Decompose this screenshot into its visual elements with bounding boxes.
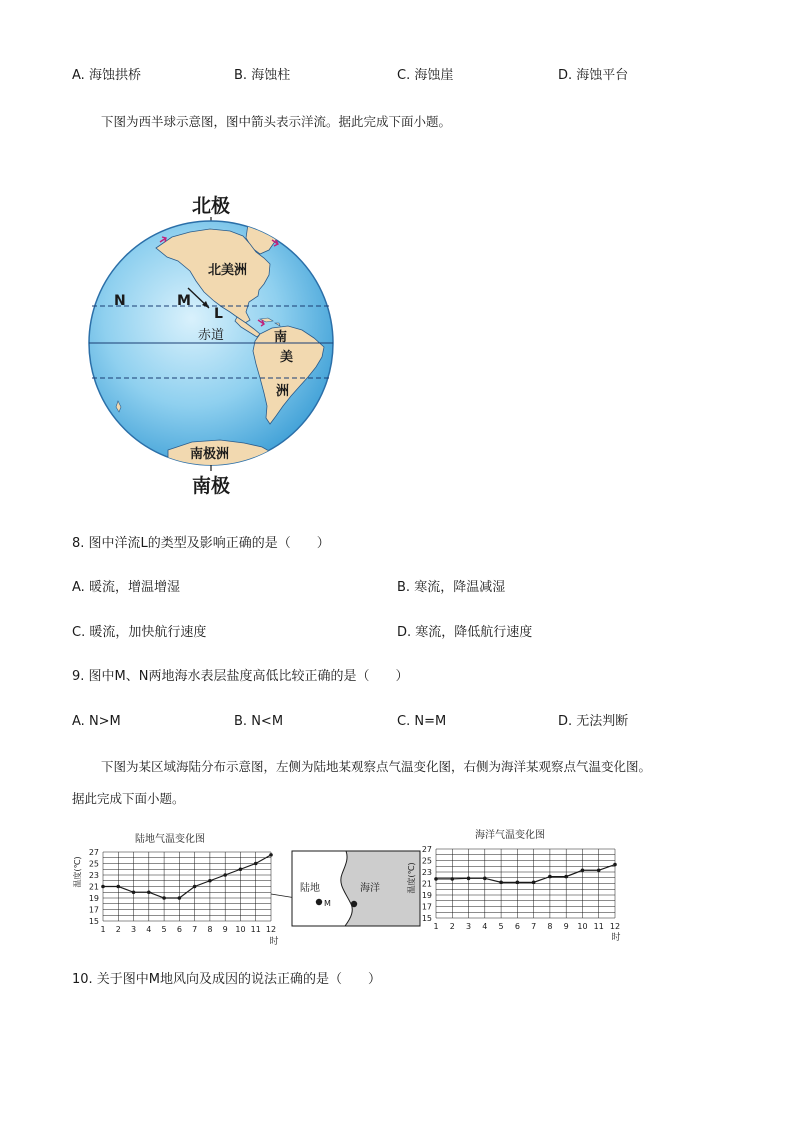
land-data-point bbox=[254, 862, 258, 866]
land-xtick-label: 9 bbox=[222, 925, 228, 934]
q7-option-b-text: 海蚀柱 bbox=[251, 68, 291, 83]
temperature-figure bbox=[68, 822, 630, 950]
sea-xtick-label: 7 bbox=[531, 922, 537, 931]
sea-xtick-label: 1 bbox=[433, 922, 439, 931]
land-data-point bbox=[101, 885, 105, 889]
south-america-label-3: 洲 bbox=[276, 384, 290, 399]
land-sea-map bbox=[292, 851, 420, 926]
antarctica-label: 南极洲 bbox=[190, 447, 230, 462]
sea-chart-ylabel: 温度(℃) bbox=[407, 862, 416, 894]
land-xtick-label: 2 bbox=[115, 925, 121, 934]
land-data-point bbox=[147, 890, 151, 894]
sea-ytick-label: 25 bbox=[421, 856, 432, 866]
south-america-label-2: 美 bbox=[280, 350, 294, 365]
land-series-line bbox=[103, 855, 271, 898]
q9-option-c: C. N=M bbox=[397, 714, 447, 729]
q8-stem: 8. 图中洋流L的类型及影响正确的是（ ） bbox=[72, 536, 330, 551]
land-xtick-label: 7 bbox=[192, 925, 198, 934]
land-data-point bbox=[132, 890, 136, 894]
land-chart-ylabel: 温度(℃) bbox=[73, 856, 82, 888]
western-hemisphere-map bbox=[80, 188, 350, 500]
land-data-point bbox=[178, 896, 182, 900]
sea-xtick-label: 9 bbox=[563, 922, 569, 931]
land-ytick-label: 25 bbox=[88, 859, 99, 869]
sea-ytick-label: 27 bbox=[421, 845, 432, 854]
q7-option-a-text: 海蚀拱桥 bbox=[88, 68, 141, 83]
north-america-label: 北美洲 bbox=[208, 263, 248, 278]
sea-ytick-label: 19 bbox=[421, 891, 432, 900]
q8-option-a: A. 暖流，增温增湿 bbox=[72, 580, 180, 595]
land-xtick-label: 6 bbox=[176, 925, 182, 934]
sea-chart-title: 海洋气温变化图 bbox=[475, 830, 545, 841]
intro-land-sea-line2: 据此完成下面小题。 bbox=[72, 791, 185, 806]
sea-xtick-label: 3 bbox=[465, 922, 472, 931]
land-xtick-label: 8 bbox=[207, 925, 213, 934]
land-data-point bbox=[208, 879, 212, 883]
sea-ytick-label: 15 bbox=[421, 914, 432, 923]
land-data-point bbox=[269, 853, 273, 857]
sea-data-point bbox=[564, 875, 568, 879]
land-xtick-label: 4 bbox=[146, 925, 152, 934]
sea-data-point bbox=[450, 877, 454, 881]
land-data-point bbox=[116, 885, 120, 889]
land-temperature-chart bbox=[72, 832, 279, 947]
north-pole-label: 北极 bbox=[191, 195, 231, 217]
sea-series-line bbox=[436, 865, 615, 883]
land-chart-xlabel: 时 bbox=[269, 937, 279, 947]
sea-data-point bbox=[434, 877, 438, 881]
map-point-sea bbox=[351, 901, 357, 907]
sea-data-point bbox=[467, 877, 471, 881]
sea-xtick-label: 8 bbox=[547, 922, 553, 931]
sea-data-point bbox=[597, 868, 601, 872]
sea-ytick-label: 23 bbox=[421, 868, 432, 877]
sea-ytick-label: 21 bbox=[421, 879, 432, 889]
sea-data-point bbox=[613, 863, 617, 867]
sea-data-point bbox=[516, 881, 520, 885]
q7-option-d: D. 海蚀平台 bbox=[558, 68, 629, 83]
land-data-point bbox=[193, 885, 197, 889]
q9-option-d: D. 无法判断 bbox=[558, 714, 629, 729]
equator-label: 赤道 bbox=[198, 328, 225, 343]
sea-xtick-label: 5 bbox=[498, 922, 504, 931]
intro-land-sea-line1: 下图为某区域海陆分布示意图，左侧为陆地某观察点气温变化图，右侧为海洋某观察点气温变化图。 bbox=[101, 759, 652, 774]
land-data-point bbox=[223, 873, 227, 877]
q8-option-b: B. 寒流，降温减湿 bbox=[397, 580, 506, 595]
sea-ytick-label: 17 bbox=[421, 902, 432, 912]
land-ytick-label: 17 bbox=[88, 905, 99, 915]
sea-xtick-label: 11 bbox=[593, 922, 604, 931]
map-m-label: M bbox=[324, 899, 331, 908]
sea-temperature-chart bbox=[406, 828, 621, 943]
sea-data-point bbox=[581, 868, 585, 872]
sea-data-point bbox=[499, 881, 503, 885]
land-ytick-label: 23 bbox=[88, 871, 99, 880]
land-chart-title: 陆地气温变化图 bbox=[135, 834, 205, 845]
sea-data-point bbox=[548, 875, 552, 879]
sea-data-point bbox=[532, 881, 536, 885]
q7-option-c: C. 海蚀崖 bbox=[397, 68, 454, 83]
q7-option-d-text: 海蚀平台 bbox=[576, 68, 629, 83]
q7-option-c-text: 海蚀崖 bbox=[414, 68, 454, 83]
sea-xtick-label: 2 bbox=[449, 922, 455, 931]
land-ytick-label: 19 bbox=[88, 894, 99, 903]
point-n-label: N bbox=[114, 293, 126, 309]
land-data-point bbox=[162, 896, 166, 900]
q9-option-a: A. N>M bbox=[72, 714, 121, 729]
q9-stem: 9. 图中M、N两地海水表层盐度高低比较正确的是（ ） bbox=[72, 669, 409, 684]
sea-data-point bbox=[483, 877, 487, 881]
q7-option-a: A. 海蚀拱桥 bbox=[72, 68, 141, 83]
sea-xtick-label: 4 bbox=[482, 922, 488, 931]
intro-western-hemisphere: 下图为西半球示意图，图中箭头表示洋流。据此完成下面小题。 bbox=[101, 114, 452, 129]
land-xtick-label: 5 bbox=[161, 925, 167, 934]
land-xtick-label: 10 bbox=[235, 925, 246, 934]
land-ytick-label: 27 bbox=[88, 848, 99, 857]
land-xtick-label: 3 bbox=[130, 925, 137, 934]
south-america-label-1: 南 bbox=[274, 330, 288, 345]
south-pole-label: 南极 bbox=[191, 475, 231, 497]
point-m-label: M bbox=[177, 293, 191, 309]
map-sea-label: 海洋 bbox=[360, 883, 380, 894]
land-xtick-label: 1 bbox=[100, 925, 106, 934]
land-ytick-label: 15 bbox=[88, 917, 99, 926]
sea-chart-xlabel: 时 bbox=[611, 933, 621, 943]
q8-option-c: C. 暖流，加快航行速度 bbox=[72, 625, 207, 640]
sea-xtick-label: 12 bbox=[609, 922, 621, 931]
land-ytick-label: 21 bbox=[88, 882, 99, 892]
map-land-label: 陆地 bbox=[300, 883, 320, 894]
land-xtick-label: 11 bbox=[250, 925, 261, 934]
map-point-m bbox=[316, 899, 322, 905]
current-l-label: L bbox=[214, 306, 223, 322]
land-xtick-label: 12 bbox=[265, 925, 277, 934]
land-data-point bbox=[239, 867, 243, 871]
sea-xtick-label: 6 bbox=[514, 922, 520, 931]
q9-option-b: B. N<M bbox=[234, 714, 284, 729]
q10-stem: 10. 关于图中M地风向及成因的说法正确的是（ ） bbox=[72, 972, 382, 987]
q8-option-d: D. 寒流，降低航行速度 bbox=[397, 625, 533, 640]
sea-xtick-label: 10 bbox=[577, 922, 588, 931]
q7-option-b: B. 海蚀柱 bbox=[234, 68, 291, 83]
